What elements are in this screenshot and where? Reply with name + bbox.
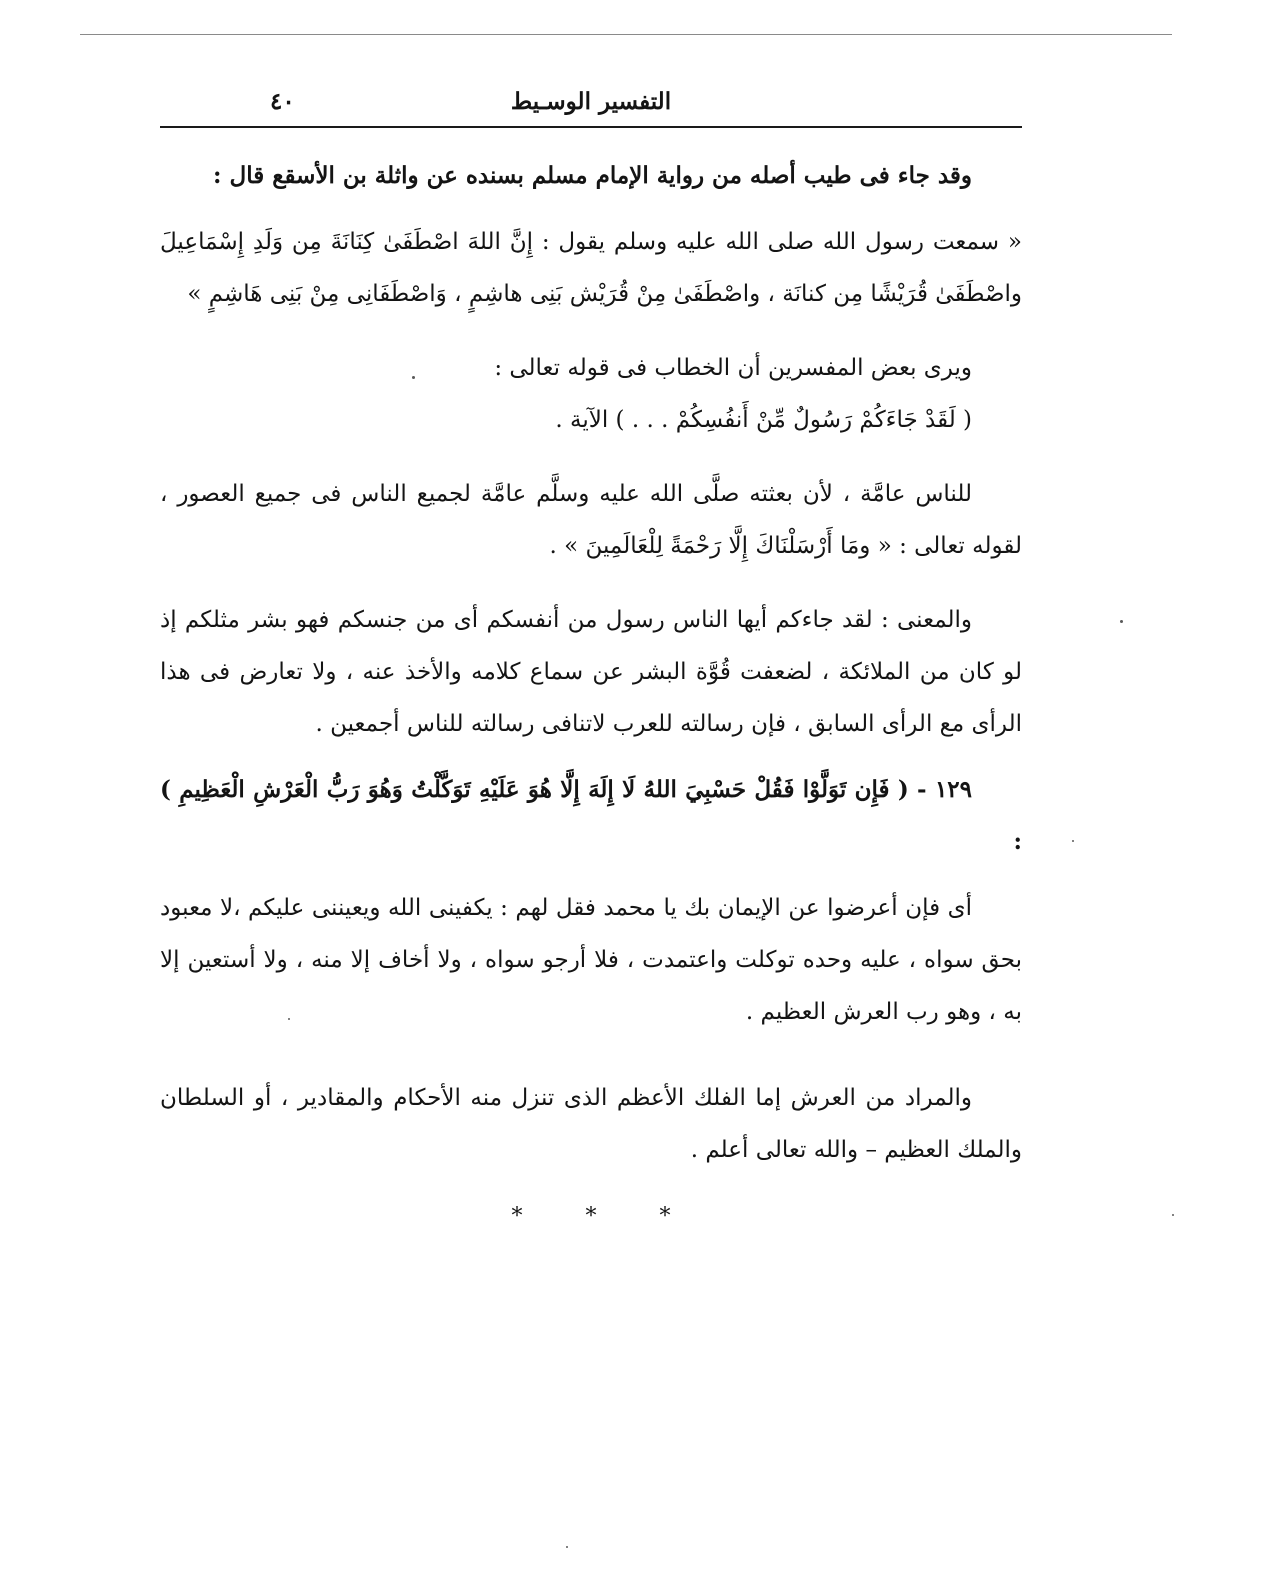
paragraph-verse-129-explanation: أى فإن أعرضوا عن الإيمان بك يا محمد فقل لهم : يكفينى الله ويعيننى عليكم ،لا معبود بحق سواه ، عليه وحده توكلت واعتمدت ، فلا أرجو سواه ، ولا أخاف إلا منه ، ولا أستعين إلا به ، وهو رب العرش العظيم . — [160, 895, 1022, 1025]
scan-top-rule — [80, 34, 1172, 35]
page-number: ٤٠ — [270, 88, 295, 115]
paragraph-throne-meaning: والمراد من العرش إما الفلك الأعظم الذى تنزل منه الأحكام والمقادير ، أو السلطان والملك العظيم – والله تعالى أعلم . — [160, 1085, 1022, 1163]
paragraph-commentators-view: ويرى بعض المفسرين أن الخطاب فى قوله تعالى : — [494, 355, 972, 381]
paragraph-universal-message: للناس عامَّة ، لأن بعثته صلَّى الله عليه وسلَّم عامَّة لجميع الناس فى جميع العصور ، لقوله تعالى : « ومَا أَرْسَلْنَاكَ إِلَّا رَحْمَةً لِلْعَالَمِينَ » . — [160, 481, 1022, 559]
scan-speck — [288, 1018, 290, 1020]
paragraph-meaning: والمعنى : لقد جاءكم أيها الناس رسول من أنفسكم أى من جنسكم فهو بشر مثلكم إذ لو كان من الملائكة ، لضعفت قُوَّة البشر عن سماع كلامه والأخذ عنه ، ولا تعارض فى هذا الرأى مع الرأى السابق ، فإن رسالته للعرب لاتنافى رسالته للناس أجمعين . — [160, 607, 1022, 737]
running-header — [160, 86, 1022, 128]
scan-speck — [1072, 840, 1074, 842]
paragraph-hadith-quote: « سمعت رسول الله صلى الله عليه وسلم يقول : إِنَّ اللهَ اصْطَفَىٰ كِنَانَةَ مِن وَلَدِ إِسْمَاعِيلَ واصْطَفَىٰ قُرَيْشًا مِن كنانَة ، واصْطَفَىٰ مِنْ قُرَيْش بَنِى هاشِمٍ ، وَاصْطَفَانِى مِنْ بَنِى هَاشِمٍ » — [160, 229, 1022, 307]
running-header-title: التفسير الوسـيط — [510, 88, 672, 115]
page-body — [160, 150, 1022, 1176]
book-page — [160, 86, 1022, 1229]
verse-129-heading: ١٢٩ - ( فَإِن تَوَلَّوْا فَقُلْ حَسْبِيَ اللهُ لَا إِلَهَ إِلَّا هُوَ عَلَيْهِ تَوَكَّلْتُ وَهُوَ رَبُّ الْعَرْشِ الْعَظِيمِ ) : — [160, 776, 1022, 855]
verse-quote: ( لَقَدْ جَاءَكُمْ رَسُولٌ مِّنْ أَنفُسِكُمْ . . . ) الآية . — [555, 407, 972, 433]
scan-speck — [412, 376, 415, 379]
paragraph-hadith-intro: وقد جاء فى طيب أصله من رواية الإمام مسلم بسنده عن واثلة بن الأسقع قال : — [212, 162, 972, 189]
scan-speck — [1120, 620, 1123, 623]
scan-speck — [566, 1546, 568, 1548]
section-separator: * * * — [511, 1204, 699, 1229]
scan-speck — [1172, 1214, 1174, 1216]
